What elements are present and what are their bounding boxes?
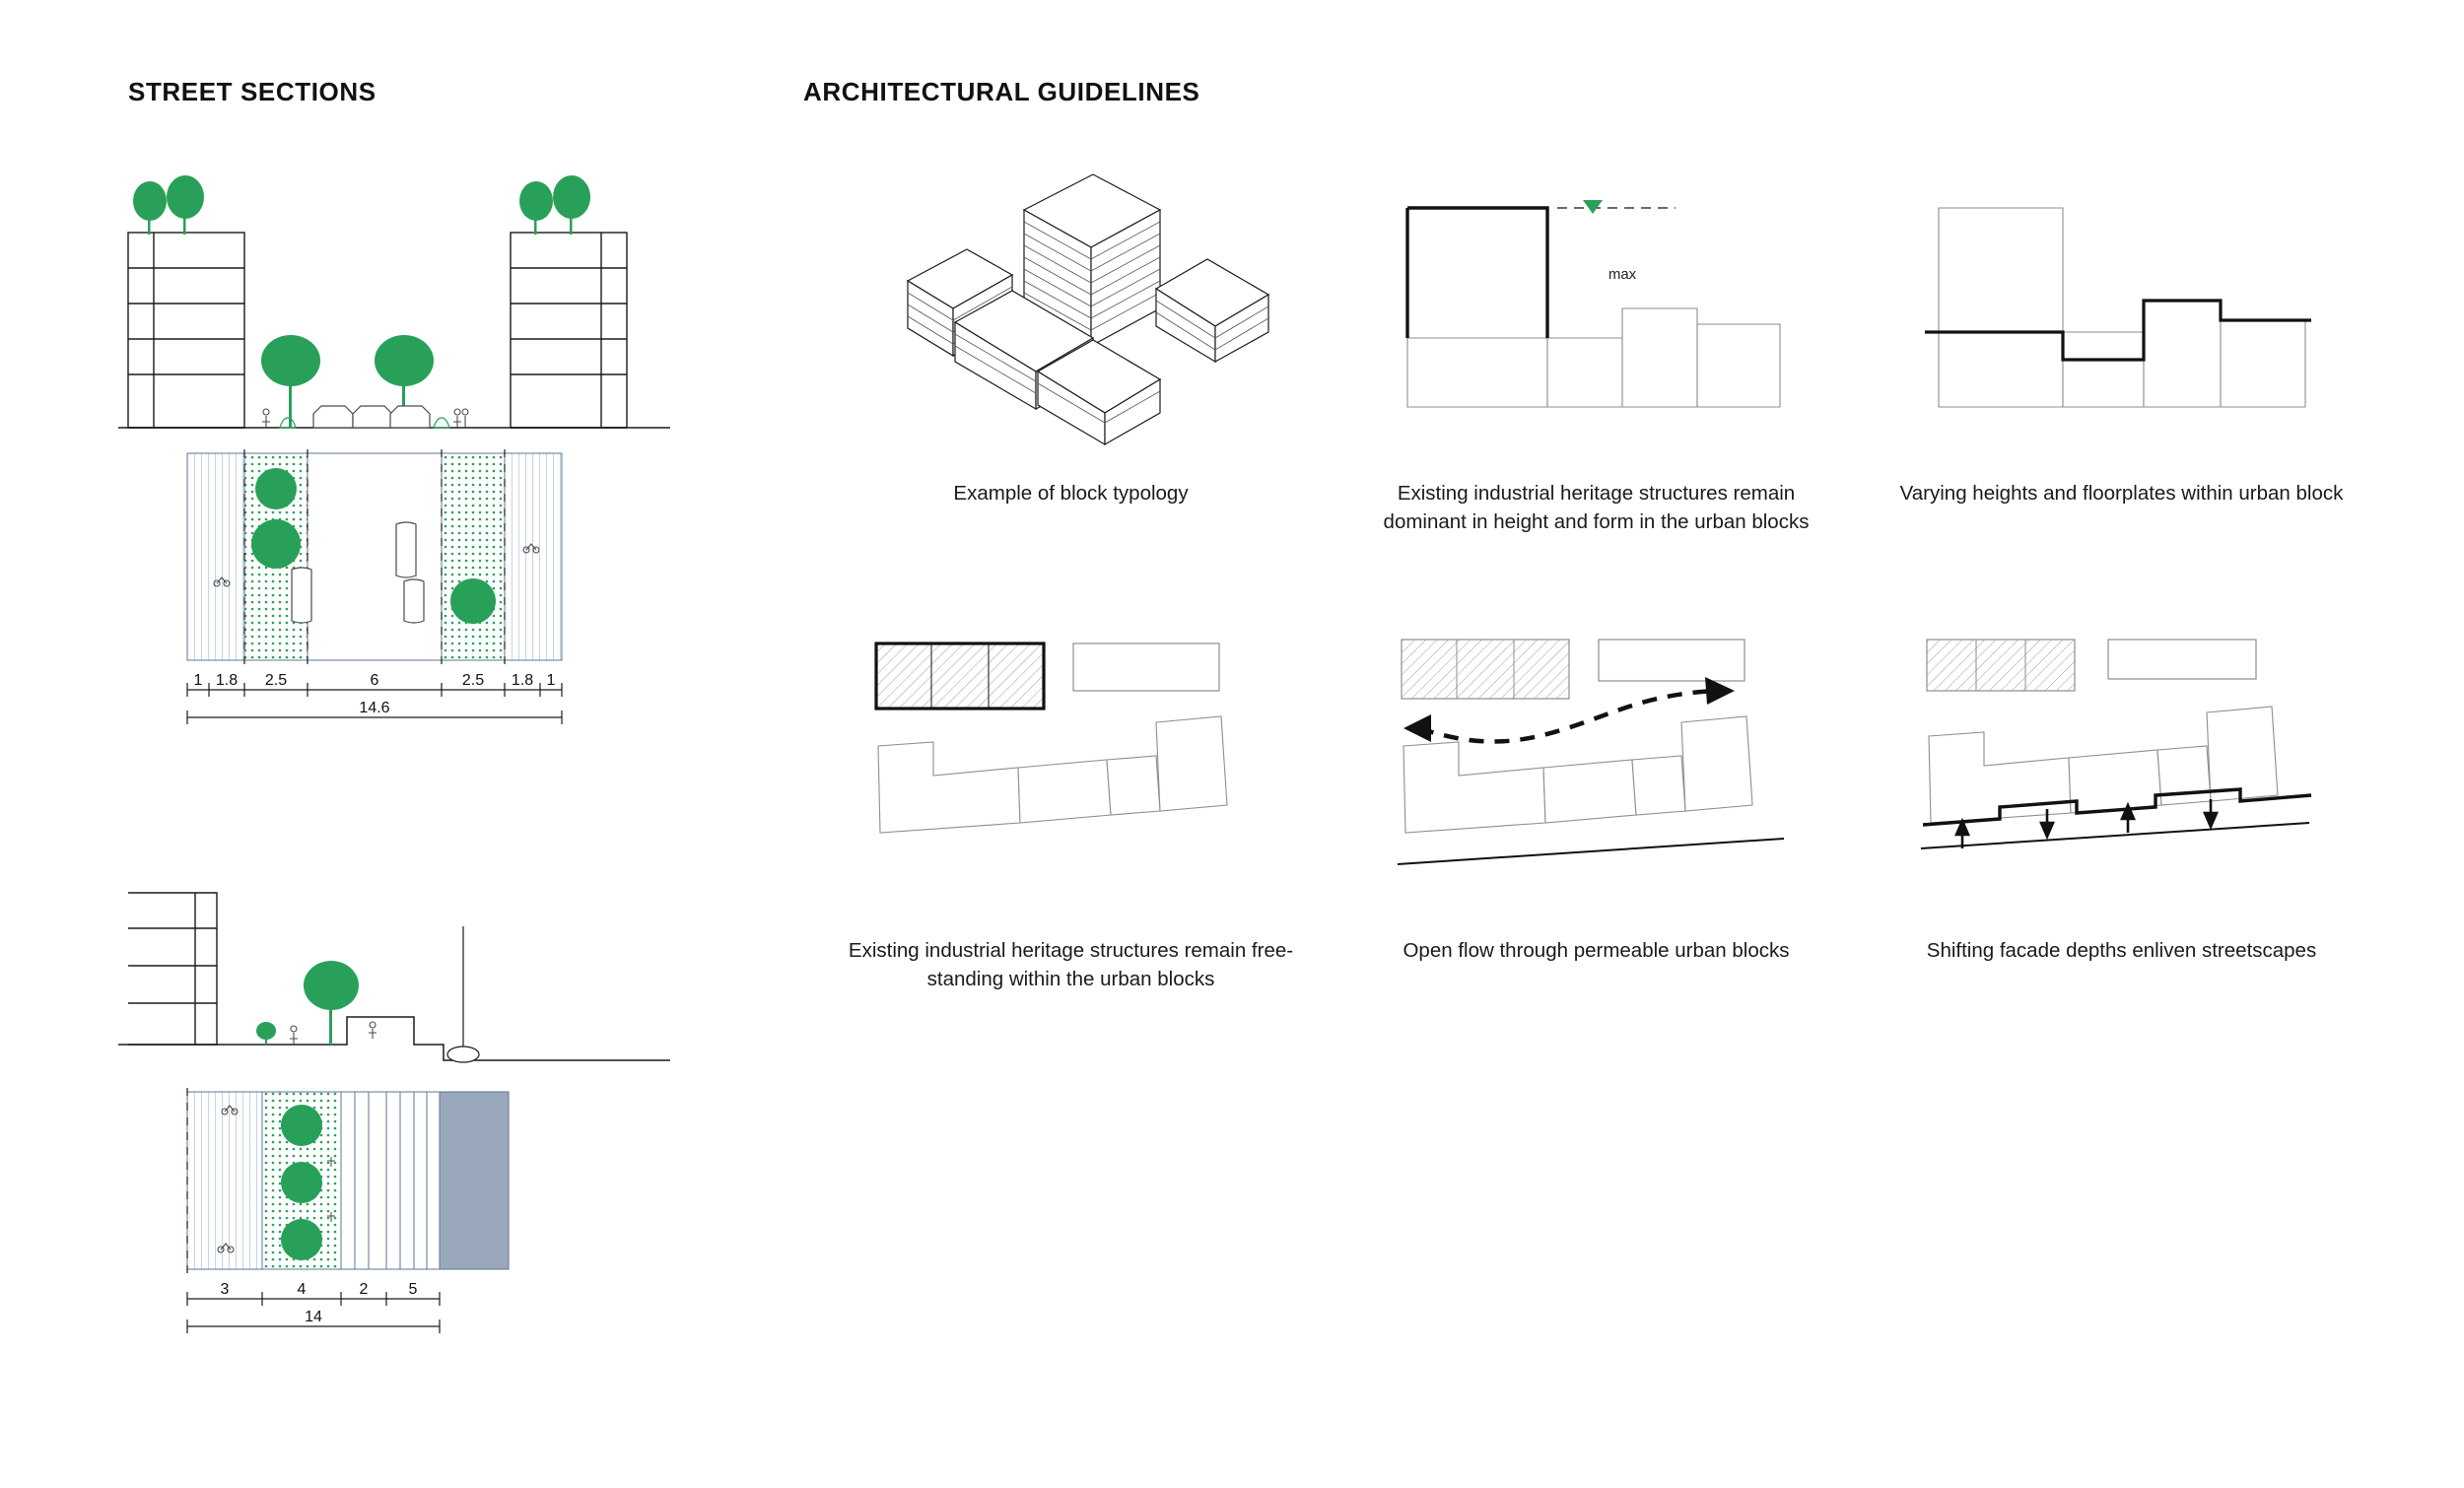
street-tree-icon-two bbox=[256, 961, 359, 1045]
new-build-volumes bbox=[1407, 308, 1780, 407]
person-icon-two bbox=[290, 1022, 376, 1045]
guidelines-grid bbox=[808, 148, 2385, 993]
dimension-label: 2 bbox=[359, 1281, 369, 1298]
dimension-label: 4 bbox=[297, 1281, 307, 1298]
varying-heights-figure bbox=[1884, 148, 2359, 473]
shifting-facades-figure bbox=[1884, 605, 2359, 930]
street-plan-view-two bbox=[187, 1088, 509, 1273]
block-footprints bbox=[878, 716, 1227, 833]
guideline-varying-heights bbox=[1859, 148, 2384, 536]
left-building-elevation-two bbox=[128, 893, 217, 1045]
axon-right-block bbox=[1156, 259, 1268, 362]
block-footprints bbox=[1403, 716, 1752, 833]
neighbour-footprint bbox=[1599, 640, 1745, 681]
guideline-caption: Existing industrial heritage structures remain dominant in height and form in the urban blocks bbox=[1383, 482, 1810, 534]
guideline-caption: Varying heights and floorplates within urban block bbox=[1899, 482, 2344, 505]
dimension-label: 6 bbox=[370, 672, 379, 689]
street-section-one bbox=[118, 158, 670, 847]
street-section-two bbox=[118, 877, 670, 1458]
heritage-freestanding-figure bbox=[834, 605, 1308, 930]
heritage-footprint-highlight bbox=[876, 643, 1044, 709]
guideline-heritage-dominant bbox=[1334, 148, 1859, 536]
dimension-label: 2.5 bbox=[264, 672, 288, 689]
guideline-caption: Existing industrial heritage structures remain free-standing within the urban blocks bbox=[848, 939, 1294, 991]
roof-tree-icon bbox=[133, 175, 590, 235]
block-footprints bbox=[1929, 707, 2278, 823]
guideline-caption: Shifting facade depths enliven streetscapes bbox=[1926, 939, 2317, 963]
page-title-architectural-guidelines: ARCHITECTURAL GUIDELINES bbox=[803, 77, 1200, 106]
street-edge-line bbox=[1921, 823, 2309, 848]
arrow-head-left-icon bbox=[1403, 714, 1431, 742]
guideline-caption: Open flow through permeable urban blocks bbox=[1403, 939, 1790, 963]
dimension-label: 1 bbox=[193, 672, 203, 689]
dimension-label: 1 bbox=[546, 672, 556, 689]
heritage-footprint bbox=[1402, 640, 1569, 699]
dimension-label: 1.8 bbox=[511, 672, 534, 689]
dimension-total-label: 14.6 bbox=[359, 700, 390, 716]
guideline-permeable-blocks bbox=[1334, 605, 1859, 993]
dimension-total-label: 14 bbox=[305, 1309, 322, 1325]
left-building-elevation bbox=[128, 233, 244, 428]
guidelines-row-one bbox=[808, 148, 2385, 536]
guidelines-row-two bbox=[808, 605, 2385, 993]
plan-tree-icon-two bbox=[281, 1105, 322, 1260]
lamp-post-icon bbox=[447, 926, 479, 1062]
heritage-dominant-figure bbox=[1359, 148, 1833, 473]
right-building-elevation bbox=[511, 233, 627, 428]
dimension-label: 5 bbox=[408, 1281, 418, 1298]
block-typology-figure bbox=[834, 148, 1308, 473]
max-annotation: max bbox=[1608, 266, 1636, 283]
dimension-label: 3 bbox=[220, 1281, 230, 1298]
street-plan-view bbox=[187, 449, 562, 664]
permeable-blocks-figure bbox=[1359, 605, 1833, 930]
street-edge-line bbox=[1398, 839, 1784, 864]
block-volumes bbox=[1939, 208, 2305, 407]
parked-car-icon bbox=[313, 406, 430, 428]
ground-profile bbox=[118, 1017, 670, 1060]
guideline-heritage-freestanding bbox=[808, 605, 1334, 993]
heritage-structure-outline bbox=[1407, 208, 1547, 338]
guideline-block-typology bbox=[808, 148, 1334, 536]
guideline-shifting-facades bbox=[1859, 605, 2384, 993]
dimension-label: 2.5 bbox=[461, 672, 485, 689]
guideline-caption: Example of block typology bbox=[953, 482, 1189, 505]
page-title-street-sections: STREET SECTIONS bbox=[128, 77, 376, 106]
neighbour-footprint bbox=[1073, 643, 1219, 691]
dimension-label: 1.8 bbox=[215, 672, 239, 689]
heritage-footprint bbox=[1927, 640, 2075, 691]
level-marker-icon bbox=[1583, 200, 1603, 214]
neighbour-footprint bbox=[2108, 640, 2256, 679]
